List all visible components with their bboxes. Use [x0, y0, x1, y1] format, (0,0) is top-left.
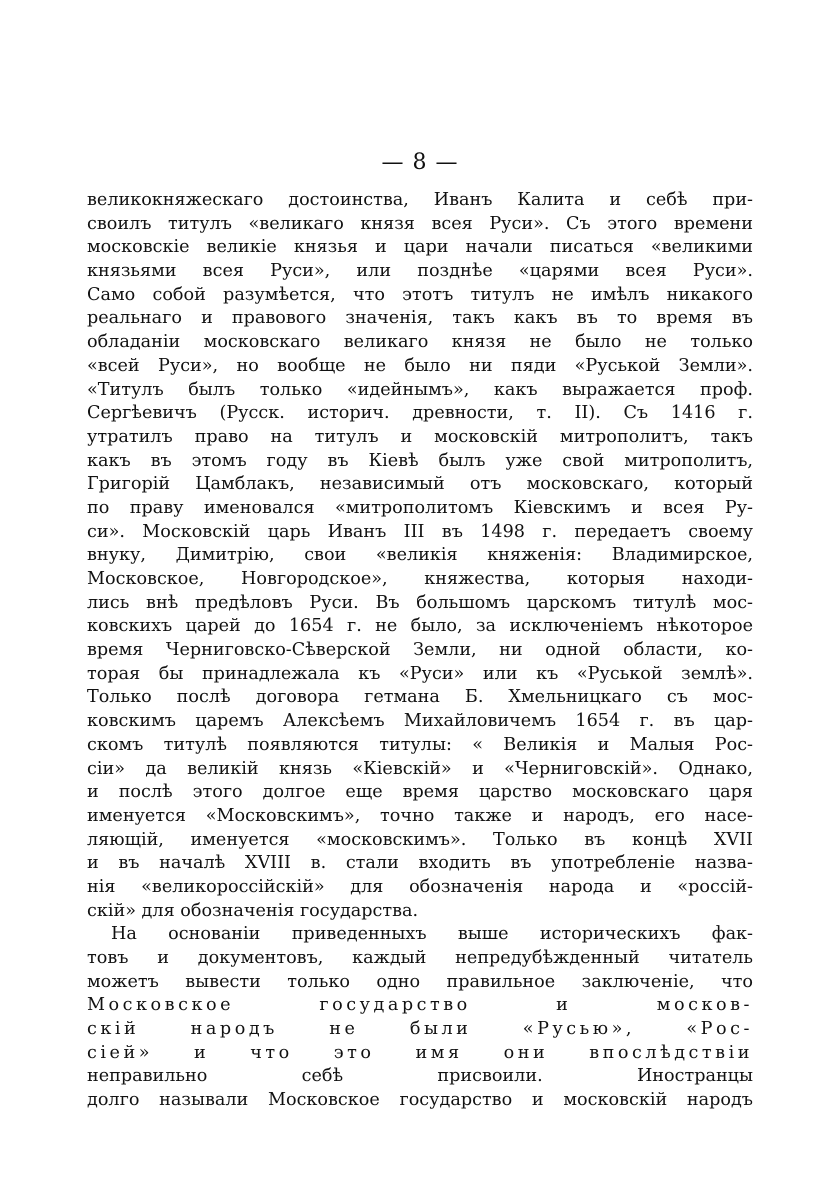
- text-line: скомъ титулѣ появляются титулы: « Великія и Малыя Рос-: [87, 734, 753, 755]
- text-line: «всей Руси», но вообще не было ни пяди «Руськой Земли».: [87, 355, 753, 376]
- text-line: неправильно себѣ присвоили. Иностранцы: [87, 1066, 753, 1087]
- text-line: великокняжескаго достоинства, Иванъ Калита и себѣ при-: [87, 190, 753, 210]
- text-line: обладаніи московскаго великаго князя не было не только: [87, 332, 753, 353]
- text-line: товъ и документовъ, каждый непредубѣжденный читатель: [87, 948, 753, 968]
- text-line: Московское, Новгородское», княжества, которыя находи-: [87, 569, 753, 589]
- text-line: ляющій, именуется «московскимъ». Только въ концѣ XVII: [87, 829, 753, 850]
- text-line: На основаніи приведенныхъ выше историческихъ фак-: [111, 924, 753, 945]
- paragraph-2: [87, 923, 753, 1113]
- text-line: сіи» да великій князь «Кіевскій» и «Черниговскій». Однако,: [87, 758, 753, 779]
- text-line: торая бы принадлежала къ «Руси» или къ «Руськой землѣ».: [87, 663, 753, 684]
- text-line: Сергѣевичъ (Русск. историч. древности, т. II). Съ 1416 г.: [87, 403, 753, 424]
- text-line: реальнаго и правового значенія, такъ какъ въ то время въ: [87, 308, 753, 329]
- text-line-spaced: сіей» и что это имя они впослѣдствіи: [87, 1042, 753, 1063]
- text-line: ковскихъ царей до 1654 г. не было, за исключеніемъ нѣкоторое: [87, 616, 753, 637]
- text-line: утратилъ право на титулъ и московскій митрополитъ, такъ: [87, 426, 753, 447]
- body-text: [87, 189, 753, 1113]
- text-line: Григорій Цамблакъ, независимый отъ московскаго, который: [87, 474, 753, 495]
- text-line: и послѣ этого долгое еще время царство московскаго царя: [87, 782, 753, 803]
- text-line: по праву именовался «митрополитомъ Кіевскимъ и всея Ру-: [87, 497, 753, 518]
- text-line: долго называли Московское государство и московскій народъ: [87, 1090, 753, 1111]
- text-line: нія «великороссійскій» для обозначенія народа и «россій-: [87, 876, 753, 897]
- text-line: Только послѣ договора гетмана Б. Хмельницкаго съ мос-: [87, 687, 753, 708]
- text-line: и въ началѣ XVIII в. стали входить въ употребленіе назва-: [87, 853, 753, 874]
- text-line: своилъ титулъ «великаго князя всея Руси». Съ этого времени: [87, 213, 753, 234]
- text-line: ковскимъ царемъ Алексѣемъ Михайловичемъ 1654 г. въ цар-: [87, 711, 753, 732]
- text-line-spaced: Московское государство и москов-: [87, 995, 753, 1016]
- text-line: московскіе великіе князья и цари начали писаться «великими: [87, 237, 753, 258]
- page-number: — 8 —: [381, 150, 459, 175]
- text-line: Само собой разумѣется, что этотъ титулъ не имѣлъ никакого: [87, 284, 753, 305]
- text-line: князьями всея Руси», или позднѣе «царями всея Руси».: [87, 261, 753, 282]
- text-line: время Черниговско-Сѣверской Земли, ни одной области, ко-: [87, 640, 753, 661]
- text-line: можетъ вывести только одно правильное заключеніе, что: [87, 971, 753, 992]
- text-line: лись внѣ предѣловъ Руси. Въ большомъ царскомъ титулѣ мос-: [87, 592, 753, 613]
- text-line: именуется «Московскимъ», точно также и народъ, его насе-: [87, 805, 753, 826]
- text-line: си». Московскій царь Иванъ III въ 1498 г. передаетъ своему: [87, 521, 753, 542]
- paragraph-1: [87, 189, 753, 923]
- text-line: «Титулъ былъ только «идейнымъ», какъ выражается проф.: [87, 379, 753, 400]
- text-line: какъ въ этомъ году въ Кіевѣ былъ уже свой митрополитъ,: [87, 450, 753, 471]
- text-line-spaced: скій народъ не были «Русью», «Рос-: [87, 1019, 753, 1040]
- text-line: скій» для обозначенія государства.: [87, 900, 419, 921]
- text-line: внуку, Димитрію, свои «великія княженія: Владимирское,: [87, 545, 753, 566]
